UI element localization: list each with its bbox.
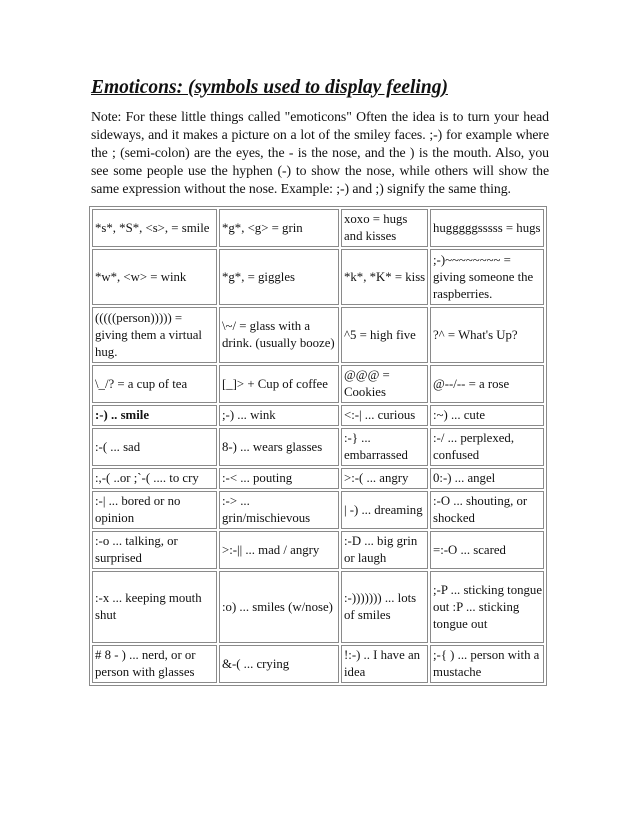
document-page	[91, 76, 549, 686]
table-cell: :-D ... big grin or laugh	[341, 531, 428, 569]
table-cell: ^5 = high five	[341, 307, 428, 363]
table-cell: >:-( ... angry	[341, 468, 428, 489]
table-cell: @--/-- = a rose	[430, 365, 544, 403]
table-cell: :-( ... sad	[92, 428, 217, 466]
table-cell: ;-) ... wink	[219, 405, 339, 426]
table-cell: ;-P ... sticking tongue out :P ... sticking tongue out	[430, 571, 544, 643]
table-cell: *g*, <g> = grin	[219, 209, 339, 247]
table-cell: :-} ... embarrassed	[341, 428, 428, 466]
table-cell: :-/ ... perplexed, confused	[430, 428, 544, 466]
table-cell: # 8 - ) ... nerd, or or person with glasses	[92, 645, 217, 683]
table-cell: ?^ = What's Up?	[430, 307, 544, 363]
table-cell: :,-( ..or ;`-( .... to cry	[92, 468, 217, 489]
table-cell: :-x ... keeping mouth shut	[92, 571, 217, 643]
page-title: Emoticons: (symbols used to display feeling)	[91, 77, 448, 98]
table-cell: 0:-) ... angel	[430, 468, 544, 489]
table-cell: 8-) ... wears glasses	[219, 428, 339, 466]
table-cell: :-< ... pouting	[219, 468, 339, 489]
table-cell: :-))))))) ... lots of smiles	[341, 571, 428, 643]
table-cell: *s*, *S*, <s>, = smile	[92, 209, 217, 247]
table-row	[92, 249, 544, 305]
table-cell: \_/? = a cup of tea	[92, 365, 217, 403]
table-row	[92, 209, 544, 247]
table-cell: [_]> + Cup of coffee	[219, 365, 339, 403]
table-cell: *w*, <w> = wink	[92, 249, 217, 305]
table-cell: *g*, = giggles	[219, 249, 339, 305]
table-row	[92, 405, 544, 426]
table-cell: hugggggsssss = hugs	[430, 209, 544, 247]
table-cell: ;-)~~~~~~~~ = giving someone the raspberries.	[430, 249, 544, 305]
table-row	[92, 307, 544, 363]
table-cell: !:-) .. I have an idea	[341, 645, 428, 683]
table-cell: *k*, *K* = kiss	[341, 249, 428, 305]
emoticon-table	[89, 206, 547, 686]
table-cell: <:-| ... curious	[341, 405, 428, 426]
table-row	[92, 645, 544, 683]
table-cell: :~) ... cute	[430, 405, 544, 426]
table-row	[92, 531, 544, 569]
table-cell: \~/ = glass with a drink. (usually booze)	[219, 307, 339, 363]
table-cell: (((((person))))) = giving them a virtual hug.	[92, 307, 217, 363]
table-row	[92, 491, 544, 529]
table-cell: &-( ... crying	[219, 645, 339, 683]
table-cell: >:-|| ... mad / angry	[219, 531, 339, 569]
table-cell: @@@ = Cookies	[341, 365, 428, 403]
table-cell: xoxo = hugs and kisses	[341, 209, 428, 247]
table-cell: :-O ... shouting, or shocked	[430, 491, 544, 529]
table-row	[92, 428, 544, 466]
table-cell: ;-{ ) ... person with a mustache	[430, 645, 544, 683]
table-row	[92, 468, 544, 489]
table-cell: :-) .. smile	[92, 405, 217, 426]
table-cell: | -) ... dreaming	[341, 491, 428, 529]
table-cell: :-| ... bored or no opinion	[92, 491, 217, 529]
table-cell: =:-O ... scared	[430, 531, 544, 569]
intro-note: Note: For these little things called "emoticons" Often the idea is to turn your head sideways, and it makes a picture on a lot of the smiley faces. ;-) for example where the ; (semi-colon) are the eyes, the - is the nose, and the ) is the mouth. Also, you see some people use the hyphen (-) to show the nose, while others will show the same expression without the nose. Example: ;-) and ;) signify the same thing.	[91, 109, 549, 196]
table-row	[92, 365, 544, 403]
table-row	[92, 571, 544, 643]
table-cell: :-> ... grin/mischievous	[219, 491, 339, 529]
table-cell: :-o ... talking, or surprised	[92, 531, 217, 569]
table-cell: :o) ... smiles (w/nose)	[219, 571, 339, 643]
